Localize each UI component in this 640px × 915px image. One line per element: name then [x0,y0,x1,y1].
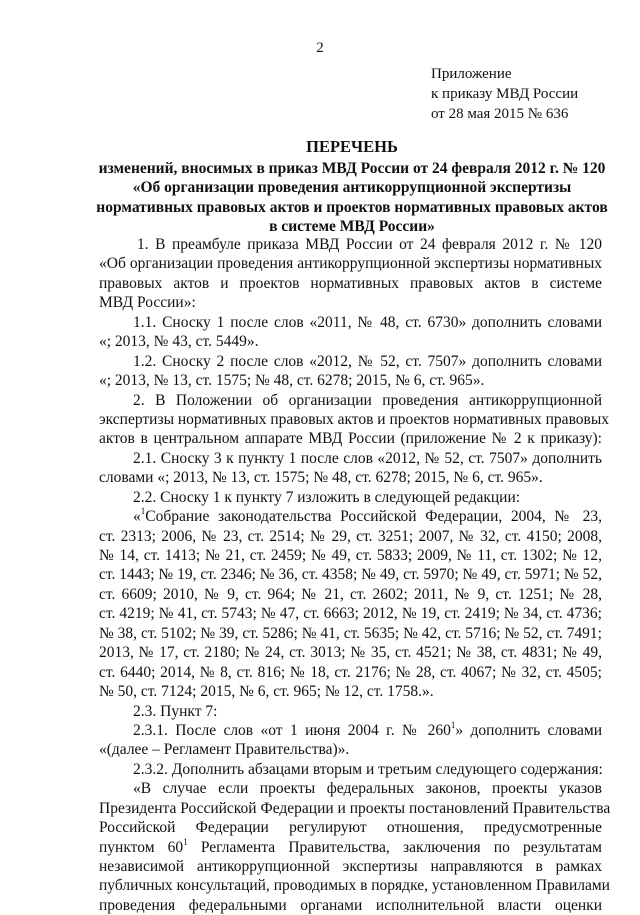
text-line: «В случае если проекты федеральных законов, проекты указов [133,780,602,798]
text-span: Регламента Правительства, заключения по результатам [187,838,602,856]
appendix-reference [431,64,578,124]
quote-open: « [133,508,141,526]
document-body [99,235,611,915]
text-line: Российской Федерации регулируют отношения, предусмотренные [99,819,602,837]
heading-line: изменений, вносимых в приказ МВД России от 24 февраля 2012 г. № 120 [98,159,606,177]
text-line: 2. В Положении об организации проведения антикоррупционной [133,391,602,409]
text-line: ст. 1443; № 19, ст. 2346; № 36, ст. 4358; № 49, ст. 5970; № 49, ст. 5971; № 52, [99,566,602,584]
heading-line: в системе МВД России» [269,218,435,235]
text-span: пунктом 60 [99,838,184,856]
text-line: «(далее – Регламент Правительства)». [99,741,350,759]
text-span: » дополнить словами [455,721,602,739]
text-line: 2013, № 17, ст. 2180; № 24, ст. 3013; № 35, ст. 4521; № 38, ст. 4831; № 49, [99,644,602,662]
heading-line: «Об организации проведения антикоррупционной экспертизы [132,179,572,196]
text-line: 2.1. Сноску 3 к пункту 1 после слов «2012, № 52, ст. 7507» дополнить [133,449,602,467]
text-line: 1.2. Сноску 2 после слов «2012, № 52, ст. 7507» дополнить словами [133,352,602,370]
page-number: 2 [316,40,324,56]
text-line [99,721,602,740]
text-line: Президента Российской Федерации и проекты постановлений Правительства [99,799,611,817]
text-line: ст. 2313; 2006, № 23, ст. 2514; № 29, ст. 3251; 2007, № 32, ст. 4150; 2008, [99,527,602,545]
document-heading [92,137,612,237]
text-line: проведения федеральными органами исполнительной власти оценки [99,896,602,914]
text-line: ст. 4219; № 41, ст. 5743; № 47, ст. 6663; 2012, № 19, ст. 2419; № 34, ст. 4736; [99,605,602,623]
text-line: «Об организации проведения антикоррупционной экспертизы нормативных [99,255,602,273]
text-line: 2.3.2. Дополнить абзацами вторым и третьим следующего содержания: [133,760,603,778]
text-line: 1.1. Сноску 1 после слов «2011, № 48, ст. 6730» дополнить словами [133,313,602,331]
text-line: № 50, ст. 7124; 2015, № 6, ст. 965; № 12, ст. 1758.». [99,683,434,701]
text-line: 2.2. Сноску 1 к пункту 7 изложить в следующей редакции: [133,488,521,506]
footnote-mark: 1 [183,836,188,847]
appendix-line: Приложение [431,66,512,82]
text-line: актов в центральном аппарате МВД России (приложение № 2 к приказу): [99,430,602,448]
text-line: 2.3. Пункт 7: [133,702,218,720]
text-line: 1. В преамбуле приказа МВД России от 24 февраля 2012 г. № 120 [137,236,602,253]
document-title: ПЕРЕЧЕНЬ [306,137,398,156]
text-line: МВД России»: [99,294,196,312]
text-line: экспертизы нормативных правовых актов и проектов нормативных правовых [99,410,610,428]
text-line: «; 2013, № 13, ст. 1575; № 48, ст. 6278; 2015, № 6, ст. 965». [99,372,485,390]
text-line: публичных консультаций, проводимых в порядке, установленном Правилами [99,877,610,895]
text-line: № 14, ст. 1413; № 21, ст. 2459; № 49, ст. 5833; 2009, № 11, ст. 1302; № 12, [99,547,602,564]
text-line: № 38, ст. 5102; № 39, ст. 5286; № 41, ст. 5635; № 42, ст. 5716; № 52, ст. 7491; [99,624,602,642]
text-line [99,838,602,857]
text-line [99,507,602,526]
footnote-mark: 1 [450,719,456,730]
text-span: 2.3.1. После слов «от 1 июня 2004 г. № 260 [133,721,451,739]
heading-line: нормативных правовых актов и проектов нормативных правовых актов [96,198,608,216]
text-line: «; 2013, № 43, ст. 5449». [99,333,259,351]
appendix-line: от 28 мая 2015 № 636 [431,106,569,122]
text-line: независимой антикоррупционной экспертизы направляются в рамках [99,858,602,875]
footnote-mark: 1 [140,506,146,517]
text-span: Собрание законодательства Российской Федерации, 2004, № 23, [145,508,602,526]
text-line: ст. 6609; 2010, № 9, ст. 964; № 21, ст. 2602; 2011, № 9, ст. 1251; № 28, [99,585,602,603]
appendix-line: к приказу МВД России [431,86,579,102]
text-line: словами «; 2013, № 13, ст. 1575; № 48, ст. 6278; 2015, № 6, ст. 965». [99,469,543,487]
text-line: правовых актов и проектов нормативных правовых актов в системе [99,274,602,292]
text-line: ст. 6440; 2014, № 8, ст. 816; № 18, ст. 2176; № 28, ст. 4067; № 32, ст. 4505; [99,663,602,681]
